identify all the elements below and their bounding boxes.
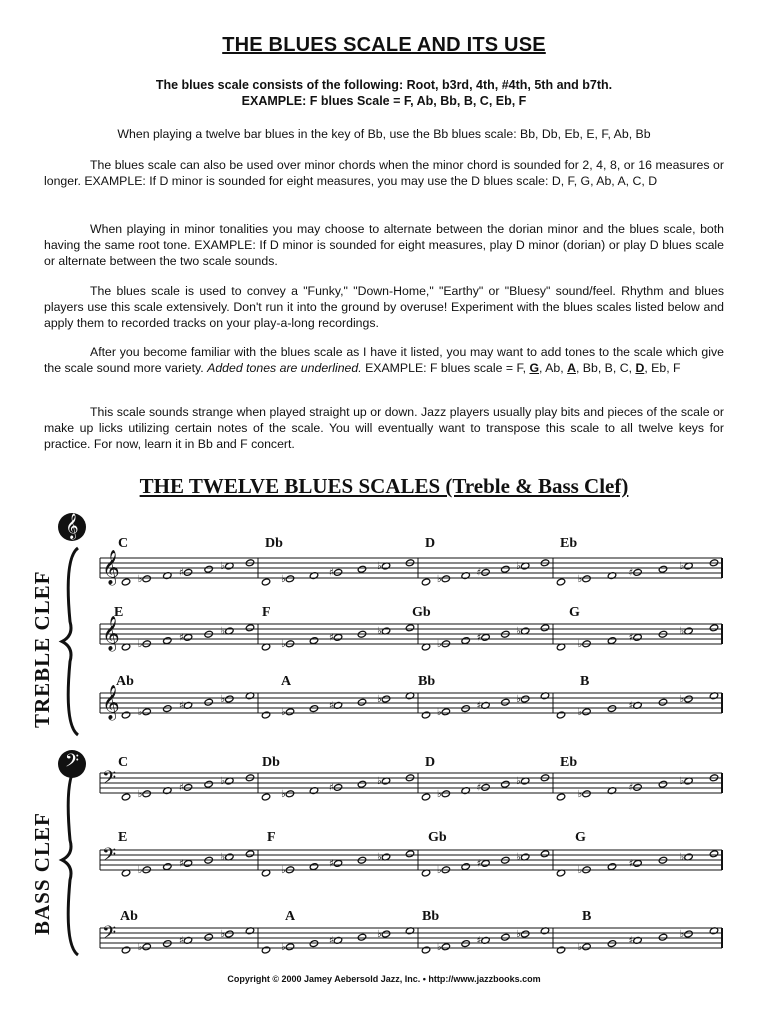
note-head-b3-0-5 bbox=[225, 930, 234, 938]
note-head-b3-3-4 bbox=[658, 933, 667, 941]
flat-icon-t2-0-5: ♭ bbox=[220, 626, 226, 637]
flat-icon-b3-3-1: ♭ bbox=[577, 941, 583, 953]
flat-icon-t3-2-5: ♭ bbox=[516, 694, 521, 705]
paragraph-5-text-c: , Ab, bbox=[539, 361, 564, 375]
flat-icon-t3-3-1: ♭ bbox=[577, 706, 583, 718]
sharp-icon-b2-3-3: ♯ bbox=[628, 858, 634, 870]
note-head-b1-0-4 bbox=[204, 780, 213, 788]
note-head-b3-2-1 bbox=[441, 943, 450, 951]
flat-icon-t2-1-5: ♭ bbox=[377, 626, 382, 637]
flat-icon-t1-0-5: ♭ bbox=[220, 561, 226, 572]
flat-icon-t3-0-5: ♭ bbox=[220, 694, 226, 705]
key-label-treble-2-1: E bbox=[114, 605, 124, 620]
added-tone-d: D bbox=[635, 361, 645, 375]
sharp-icon-b1-2-3: ♯ bbox=[476, 782, 482, 794]
flat-icon-t3-0-1: ♭ bbox=[137, 706, 143, 718]
key-label-treble-1-3: D bbox=[425, 536, 436, 551]
note-head-b1-2-1 bbox=[441, 790, 450, 798]
note-head-b3-2-0 bbox=[421, 946, 430, 954]
note-head-t3-0-5 bbox=[225, 695, 234, 703]
sharp-icon-t3-0-3: ♯ bbox=[179, 700, 184, 712]
sharp-icon-b3-1-3: ♯ bbox=[329, 935, 334, 947]
added-tone-g: G bbox=[529, 361, 540, 375]
key-label-bass-3-4: B bbox=[582, 909, 592, 924]
note-head-b2-0-6 bbox=[245, 850, 254, 858]
key-label-treble-3-2: A bbox=[281, 674, 292, 689]
flat-icon-b2-3-1: ♭ bbox=[577, 864, 583, 876]
note-head-b3-2-4 bbox=[501, 933, 510, 941]
note-head-t1-1-4 bbox=[357, 565, 366, 573]
note-head-t3-3-0 bbox=[556, 711, 565, 719]
flat-icon-b1-1-5: ♭ bbox=[377, 776, 382, 787]
flat-icon-b3-3-5: ♭ bbox=[679, 929, 685, 940]
paragraph-1: When playing a twelve bar blues in the key of Bb, use the Bb blues scale: Bb, Db, Eb, E, F, Ab, Bb bbox=[117, 127, 651, 141]
note-head-t2-1-2 bbox=[309, 637, 318, 645]
note-head-t2-0-6 bbox=[245, 624, 254, 632]
sharp-icon-b2-0-3: ♯ bbox=[179, 858, 184, 870]
key-label-treble-3-1: Ab bbox=[116, 674, 134, 689]
note-head-t3-0-1 bbox=[142, 708, 151, 716]
key-label-bass-3-1: Ab bbox=[120, 909, 138, 924]
flat-icon-b3-1-1: ♭ bbox=[281, 941, 286, 953]
note-head-t1-3-3 bbox=[633, 568, 642, 576]
copyright-footer: Copyright © 2000 Jamey Aebersold Jazz, Inc. • http://www.jazzbooks.com bbox=[227, 974, 541, 984]
page-title: THE BLUES SCALE AND ITS USE bbox=[222, 34, 546, 56]
note-head-b3-2-5 bbox=[520, 930, 529, 938]
note-head-b1-1-3 bbox=[333, 783, 342, 791]
note-head-b3-0-4 bbox=[204, 933, 213, 941]
note-head-t1-1-3 bbox=[333, 568, 342, 576]
note-head-t1-2-3 bbox=[481, 568, 490, 576]
note-head-b3-2-2 bbox=[461, 940, 470, 948]
paragraph-2: The blues scale can also be used over minor chords when the minor chord is sounded for 2, 4, 8, or 16 measures or longer. EXAMPLE: If D minor is sounded for eight measures, you may use the D blues scale: D, F, G, Ab, A, C, D bbox=[44, 158, 724, 188]
scales-section-title: THE TWELVE BLUES SCALES (Treble & Bass Clef) bbox=[139, 474, 629, 498]
note-head-t2-0-3 bbox=[183, 633, 192, 641]
note-head-b3-3-1 bbox=[582, 943, 591, 951]
flat-icon-t3-2-1: ♭ bbox=[436, 706, 442, 718]
key-label-bass-2-4: G bbox=[575, 830, 586, 845]
bass-brace bbox=[62, 765, 78, 955]
flat-icon-t1-2-1: ♭ bbox=[436, 573, 442, 585]
key-label-treble-3-4: B bbox=[580, 674, 590, 689]
note-head-b2-0-2 bbox=[163, 863, 172, 871]
note-head-b1-3-0 bbox=[556, 793, 565, 801]
key-label-treble-1-2: Db bbox=[265, 536, 283, 551]
note-head-b2-0-3 bbox=[183, 859, 192, 867]
note-head-t1-0-4 bbox=[204, 565, 213, 573]
treble-brace bbox=[62, 548, 78, 735]
note-head-b1-0-3 bbox=[183, 783, 192, 791]
note-head-b2-2-2 bbox=[461, 863, 470, 871]
flat-icon-b3-0-5: ♭ bbox=[220, 929, 226, 940]
paragraph-5-emphasis: Added tones are underlined. bbox=[207, 361, 362, 375]
flat-icon-t3-1-1: ♭ bbox=[281, 706, 286, 718]
note-head-t3-3-4 bbox=[658, 698, 667, 706]
flat-icon-t3-1-5: ♭ bbox=[377, 694, 382, 705]
note-head-t1-0-0 bbox=[121, 578, 130, 586]
flat-icon-b3-2-5: ♭ bbox=[516, 929, 521, 940]
flat-icon-b1-3-5: ♭ bbox=[679, 776, 685, 787]
note-head-b3-1-2 bbox=[309, 940, 318, 948]
note-head-b2-2-6 bbox=[540, 850, 549, 858]
note-head-b1-3-3 bbox=[633, 783, 642, 791]
note-head-t3-0-0 bbox=[121, 711, 130, 719]
sharp-icon-t1-3-3: ♯ bbox=[628, 567, 634, 579]
flat-icon-b2-2-5: ♭ bbox=[516, 852, 521, 863]
note-head-b3-1-1 bbox=[285, 943, 294, 951]
paragraph-5-text-a: After you become familiar with the blues scale as I have it listed, you may want to add tones to the scale which give the scale sound more variety. bbox=[44, 345, 724, 375]
bass-clef-badge-icon: 𝄢 bbox=[58, 750, 86, 778]
flat-icon-t1-2-5: ♭ bbox=[516, 561, 521, 572]
note-head-b2-2-3 bbox=[481, 859, 490, 867]
key-label-bass-1-3: D bbox=[425, 755, 436, 770]
key-label-bass-3-2: A bbox=[285, 909, 296, 924]
note-head-b1-1-4 bbox=[357, 780, 366, 788]
flat-icon-t2-2-1: ♭ bbox=[436, 638, 442, 650]
note-head-b1-2-4 bbox=[501, 780, 510, 788]
flat-icon-t1-1-1: ♭ bbox=[281, 573, 286, 585]
note-head-t3-3-1 bbox=[582, 708, 591, 716]
note-head-t1-2-1 bbox=[441, 575, 450, 583]
note-head-t2-3-6 bbox=[709, 624, 718, 632]
note-head-t3-3-5 bbox=[684, 695, 693, 703]
key-label-bass-2-1: E bbox=[118, 830, 128, 845]
note-head-b3-3-2 bbox=[607, 940, 616, 948]
flat-icon-b3-0-1: ♭ bbox=[137, 941, 143, 953]
flat-icon-t1-1-5: ♭ bbox=[377, 561, 382, 572]
sharp-icon-t2-0-3: ♯ bbox=[179, 632, 184, 644]
key-label-bass-2-3: Gb bbox=[428, 830, 447, 845]
added-tone-a: A bbox=[567, 361, 576, 375]
sharp-icon-t1-0-3: ♯ bbox=[179, 567, 184, 579]
flat-icon-b2-1-5: ♭ bbox=[377, 852, 382, 863]
treble-clef-icon-t3: 𝄞 bbox=[102, 685, 120, 720]
note-head-t3-1-4 bbox=[357, 698, 366, 706]
key-label-bass-3-3: Bb bbox=[422, 909, 440, 924]
key-label-bass-2-2: F bbox=[267, 830, 276, 845]
flat-icon-t2-0-1: ♭ bbox=[137, 638, 143, 650]
note-head-b2-3-3 bbox=[633, 859, 642, 867]
treble-clef-icon-t2: 𝄞 bbox=[102, 616, 120, 651]
note-head-t3-2-0 bbox=[421, 711, 430, 719]
note-head-b1-0-0 bbox=[121, 793, 130, 801]
sharp-icon-t1-2-3: ♯ bbox=[476, 567, 482, 579]
sharp-icon-t3-2-3: ♯ bbox=[476, 700, 482, 712]
treble-clef-badge-icon: 𝄞 bbox=[58, 513, 86, 541]
bass-clef-side-label: BASS CLEF bbox=[30, 812, 54, 935]
note-head-b2-1-6 bbox=[405, 850, 414, 858]
subtitle-line-1: The blues scale consists of the following: Root, b3rd, 4th, #4th, 5th and b7th. bbox=[155, 78, 613, 92]
note-head-t1-2-4 bbox=[501, 565, 510, 573]
note-head-t3-1-0 bbox=[261, 711, 270, 719]
note-head-b2-3-6 bbox=[709, 850, 718, 858]
note-head-t2-1-6 bbox=[405, 624, 414, 632]
paragraph-5-text-e: , Eb, F bbox=[644, 361, 681, 375]
note-head-b1-1-0 bbox=[261, 793, 270, 801]
flat-icon-t1-3-1: ♭ bbox=[577, 573, 583, 585]
sharp-icon-b1-3-3: ♯ bbox=[628, 782, 634, 794]
sharp-icon-b3-0-3: ♯ bbox=[179, 935, 184, 947]
treble-clef-icon-t1: 𝄞 bbox=[102, 550, 120, 585]
note-head-t3-1-5 bbox=[381, 695, 390, 703]
sharp-icon-b2-2-3: ♯ bbox=[476, 858, 482, 870]
note-head-t1-3-0 bbox=[556, 578, 565, 586]
note-head-t1-0-1 bbox=[142, 575, 151, 583]
flat-icon-b2-0-1: ♭ bbox=[137, 864, 143, 876]
flat-icon-b1-3-1: ♭ bbox=[577, 788, 583, 800]
key-label-treble-2-2: F bbox=[262, 605, 271, 620]
paragraph-3: When playing in minor tonalities you may choose to alternate between the dorian minor and the blues scale, both having the same root tone. EXAMPLE: If D minor is sounded for eight measures, play D minor (dorian) or play D blues scale or alternate between the two scale sounds. bbox=[44, 222, 724, 268]
note-head-t1-3-1 bbox=[582, 575, 591, 583]
sharp-icon-t3-3-3: ♯ bbox=[628, 700, 634, 712]
key-label-treble-3-3: Bb bbox=[418, 674, 436, 689]
note-head-t3-2-1 bbox=[441, 708, 450, 716]
flat-icon-b3-2-1: ♭ bbox=[436, 941, 442, 953]
bass-clef-icon-b1: 𝄢 bbox=[102, 768, 117, 793]
note-head-t1-3-4 bbox=[658, 565, 667, 573]
note-head-t3-0-2 bbox=[163, 705, 172, 713]
flat-icon-b2-1-1: ♭ bbox=[281, 864, 286, 876]
key-label-bass-1-2: Db bbox=[262, 755, 280, 770]
flat-icon-t1-0-1: ♭ bbox=[137, 573, 143, 585]
paragraph-4: The blues scale is used to convey a "Funky," "Down-Home," "Earthy" or "Bluesy" sound/feel. Rhythm and blues players use this scale extensively. Don't run it into the ground by overuse! Experiment with the blues scales listed below and apply them to recorded tracks on your play-a-long recordings. bbox=[44, 284, 724, 330]
sharp-icon-b1-1-3: ♯ bbox=[329, 782, 334, 794]
note-head-b3-1-0 bbox=[261, 946, 270, 954]
note-head-t1-0-3 bbox=[183, 568, 192, 576]
note-head-b3-1-4 bbox=[357, 933, 366, 941]
flat-icon-b1-0-1: ♭ bbox=[137, 788, 143, 800]
note-head-t2-3-3 bbox=[633, 633, 642, 641]
note-head-t2-0-2 bbox=[163, 637, 172, 645]
note-head-b3-3-0 bbox=[556, 946, 565, 954]
flat-icon-b1-2-1: ♭ bbox=[436, 788, 442, 800]
key-label-treble-1-4: Eb bbox=[560, 536, 578, 551]
paragraph-6: This scale sounds strange when played straight up or down. Jazz players usually play bits and pieces of the scale or make up licks utilizing certain notes of the scale. You will eventually want to transpose this scale to all twelve keys for practice. For now, learn it in Bb and F concert. bbox=[44, 405, 724, 451]
note-head-b3-3-5 bbox=[684, 930, 693, 938]
key-label-treble-1-1: C bbox=[118, 536, 129, 551]
note-head-b3-0-2 bbox=[163, 940, 172, 948]
paragraph-5-text-d: , Bb, B, C, bbox=[575, 361, 633, 375]
sharp-icon-t2-2-3: ♯ bbox=[476, 632, 482, 644]
note-head-t1-1-1 bbox=[285, 575, 294, 583]
paragraph-5-text-b: EXAMPLE: F blues scale = F, bbox=[365, 361, 527, 375]
note-head-b2-1-3 bbox=[333, 859, 342, 867]
flat-icon-t2-3-5: ♭ bbox=[679, 626, 685, 637]
note-head-b1-0-1 bbox=[142, 790, 151, 798]
flat-icon-b2-2-1: ♭ bbox=[436, 864, 442, 876]
sharp-icon-b2-1-3: ♯ bbox=[329, 858, 334, 870]
flat-icon-t1-3-5: ♭ bbox=[679, 561, 685, 572]
bass-clef-icon-b2: 𝄢 bbox=[102, 845, 117, 870]
note-head-t3-3-2 bbox=[607, 705, 616, 713]
key-label-treble-2-4: G bbox=[569, 605, 580, 620]
note-head-t2-2-6 bbox=[540, 624, 549, 632]
sharp-icon-b3-2-3: ♯ bbox=[476, 935, 482, 947]
note-head-t2-1-3 bbox=[333, 633, 342, 641]
note-head-t3-2-2 bbox=[461, 705, 470, 713]
note-head-b3-0-1 bbox=[142, 943, 151, 951]
sharp-icon-b3-3-3: ♯ bbox=[628, 935, 634, 947]
treble-clef-side-label: TREBLE CLEF bbox=[30, 570, 54, 728]
note-head-t2-2-2 bbox=[461, 637, 470, 645]
note-head-b2-3-2 bbox=[607, 863, 616, 871]
note-head-t3-1-2 bbox=[309, 705, 318, 713]
flat-icon-b2-3-5: ♭ bbox=[679, 852, 685, 863]
note-head-b1-2-3 bbox=[481, 783, 490, 791]
bass-clef-icon-b3: 𝄢 bbox=[102, 923, 117, 948]
flat-icon-b1-2-5: ♭ bbox=[516, 776, 521, 787]
flat-icon-b2-0-5: ♭ bbox=[220, 852, 226, 863]
key-label-bass-1-1: C bbox=[118, 755, 129, 770]
flat-icon-b1-0-5: ♭ bbox=[220, 776, 226, 787]
key-label-treble-2-3: Gb bbox=[412, 605, 431, 620]
flat-icon-t2-3-1: ♭ bbox=[577, 638, 583, 650]
flat-icon-t3-3-5: ♭ bbox=[679, 694, 685, 705]
note-head-t3-0-4 bbox=[204, 698, 213, 706]
note-head-b1-1-1 bbox=[285, 790, 294, 798]
note-head-t1-1-0 bbox=[261, 578, 270, 586]
flat-icon-t2-2-5: ♭ bbox=[516, 626, 521, 637]
note-head-b3-1-5 bbox=[381, 930, 390, 938]
note-head-t2-3-2 bbox=[607, 637, 616, 645]
note-head-t1-2-0 bbox=[421, 578, 430, 586]
flat-icon-b3-1-5: ♭ bbox=[377, 929, 382, 940]
sharp-icon-t2-3-3: ♯ bbox=[628, 632, 634, 644]
note-head-b1-2-0 bbox=[421, 793, 430, 801]
sharp-icon-t3-1-3: ♯ bbox=[329, 700, 334, 712]
note-head-t2-2-3 bbox=[481, 633, 490, 641]
note-head-b1-3-4 bbox=[658, 780, 667, 788]
note-head-t3-2-4 bbox=[501, 698, 510, 706]
note-head-b2-1-2 bbox=[309, 863, 318, 871]
flat-icon-b1-1-1: ♭ bbox=[281, 788, 286, 800]
note-head-t3-1-1 bbox=[285, 708, 294, 716]
sharp-icon-t2-1-3: ♯ bbox=[329, 632, 334, 644]
note-head-b3-0-0 bbox=[121, 946, 130, 954]
key-label-bass-1-4: Eb bbox=[560, 755, 578, 770]
sharp-icon-t1-1-3: ♯ bbox=[329, 567, 334, 579]
sharp-icon-b1-0-3: ♯ bbox=[179, 782, 184, 794]
note-head-t3-2-5 bbox=[520, 695, 529, 703]
flat-icon-t2-1-1: ♭ bbox=[281, 638, 286, 650]
subtitle-line-2: EXAMPLE: F blues Scale = F, Ab, Bb, B, C, Eb, F bbox=[241, 94, 527, 108]
note-head-b1-3-1 bbox=[582, 790, 591, 798]
